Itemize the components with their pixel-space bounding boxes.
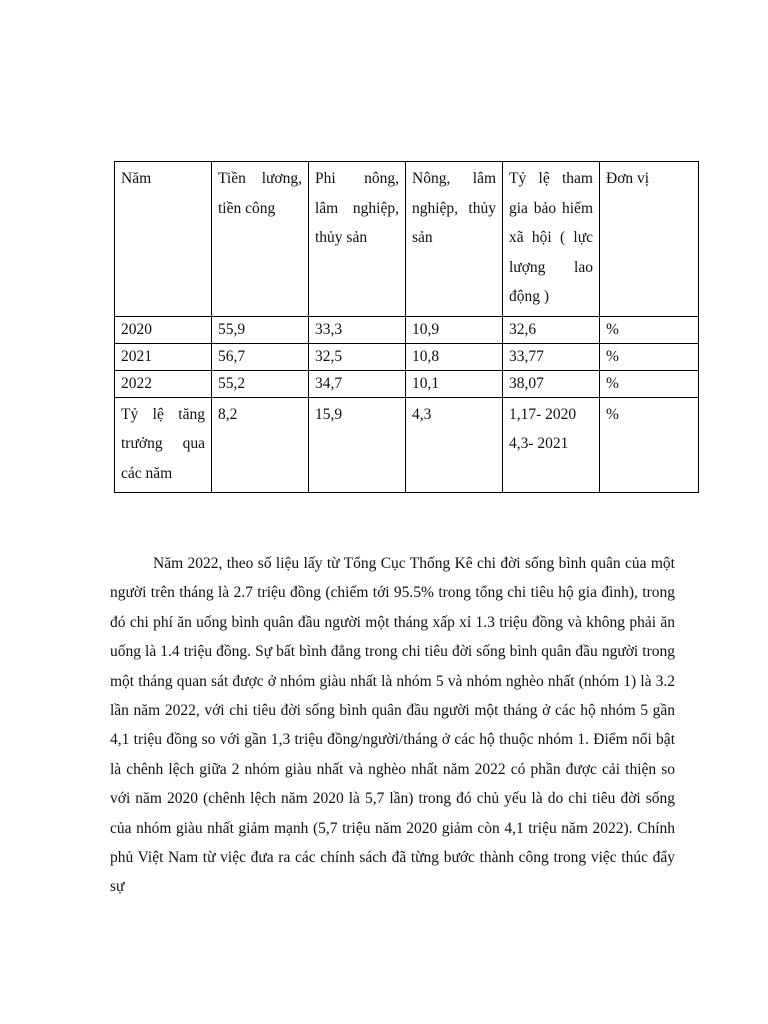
table-row [115, 316, 699, 343]
cell-social-insurance-rate: 33,77 [503, 343, 600, 370]
cell-year: 2022 [115, 370, 212, 397]
cell-agriculture: 4,3 [406, 397, 503, 493]
cell-non-agriculture: 33,3 [309, 316, 406, 343]
cell-agriculture: 10,1 [406, 370, 503, 397]
cell-social-insurance-rate: 1,17- 2020 4,3- 2021 [503, 397, 600, 493]
table-row-growth-rate [115, 397, 699, 493]
cell-unit: % [600, 370, 699, 397]
income-structure-table [114, 161, 699, 493]
cell-agriculture: 10,9 [406, 316, 503, 343]
cell-non-agriculture: 34,7 [309, 370, 406, 397]
cell-agriculture: 10,8 [406, 343, 503, 370]
cell-unit: % [600, 343, 699, 370]
cell-year: 2020 [115, 316, 212, 343]
table-header-row [115, 162, 699, 317]
header-cell-unit: Đơn vị [600, 162, 699, 317]
header-cell-non-agriculture: Phi nông, lâm nghiệp, thủy sản [309, 162, 406, 317]
body-paragraph: Năm 2022, theo số liệu lấy từ Tổng Cục Thống Kê chi đời sống bình quân của một người trên tháng là 2.7 triệu đồng (chiếm tới 95.5% trong tổng chi tiêu hộ gia đình), trong đó chi phí ăn uống bình quân đầu người một tháng xấp xỉ 1.3 triệu đồng và không phải ăn uống là 1.4 triệu đồng. Sự bất bình đẳng trong chi tiêu đời sống bình quân đầu người trong một tháng quan sát được ở nhóm giàu nhất là nhóm 5 và nhóm nghèo nhất (nhóm 1) là 3.2 lần năm 2022, với chi tiêu đời sống bình quân đầu người một tháng ở các hộ nhóm 5 gần 4,1 triệu đồng so với gần 1,3 triệu đồng/người/tháng ở các hộ thuộc nhóm 1. Điểm nổi bật là chênh lệch giữa 2 nhóm giàu nhất và nghèo nhất năm 2022 có phần được cải thiện so với năm 2020 (chênh lệch năm 2020 là 5,7 lần) trong đó chủ yếu là do chi tiêu đời sống của nhóm giàu nhất giảm mạnh (5,7 triệu năm 2020 giảm còn 4,1 triệu năm 2022). Chính phủ Việt Nam từ việc đưa ra các chính sách đã từng bước thành công trong việc thúc đẩy sự [110, 555, 675, 896]
cell-non-agriculture: 15,9 [309, 397, 406, 493]
cell-unit: % [600, 397, 699, 493]
cell-social-insurance-rate: 38,07 [503, 370, 600, 397]
cell-unit: % [600, 316, 699, 343]
cell-wages: 8,2 [212, 397, 309, 493]
cell-year: 2021 [115, 343, 212, 370]
cell-social-insurance-rate: 32,6 [503, 316, 600, 343]
cell-non-agriculture: 32,5 [309, 343, 406, 370]
cell-wages: 56,7 [212, 343, 309, 370]
header-cell-agriculture: Nông, lâm nghiệp, thủy sản [406, 162, 503, 317]
header-cell-wages: Tiền lương, tiền công [212, 162, 309, 317]
cell-wages: 55,9 [212, 316, 309, 343]
table-row [115, 370, 699, 397]
header-cell-social-insurance-rate: Tỷ lệ tham gia bảo hiểm xã hội ( lực lượng lao động ) [503, 162, 600, 317]
cell-growth-label: Tỷ lệ tăng trưởng qua các năm [115, 397, 212, 493]
table-row [115, 343, 699, 370]
header-cell-year: Năm [115, 162, 212, 317]
cell-wages: 55,2 [212, 370, 309, 397]
